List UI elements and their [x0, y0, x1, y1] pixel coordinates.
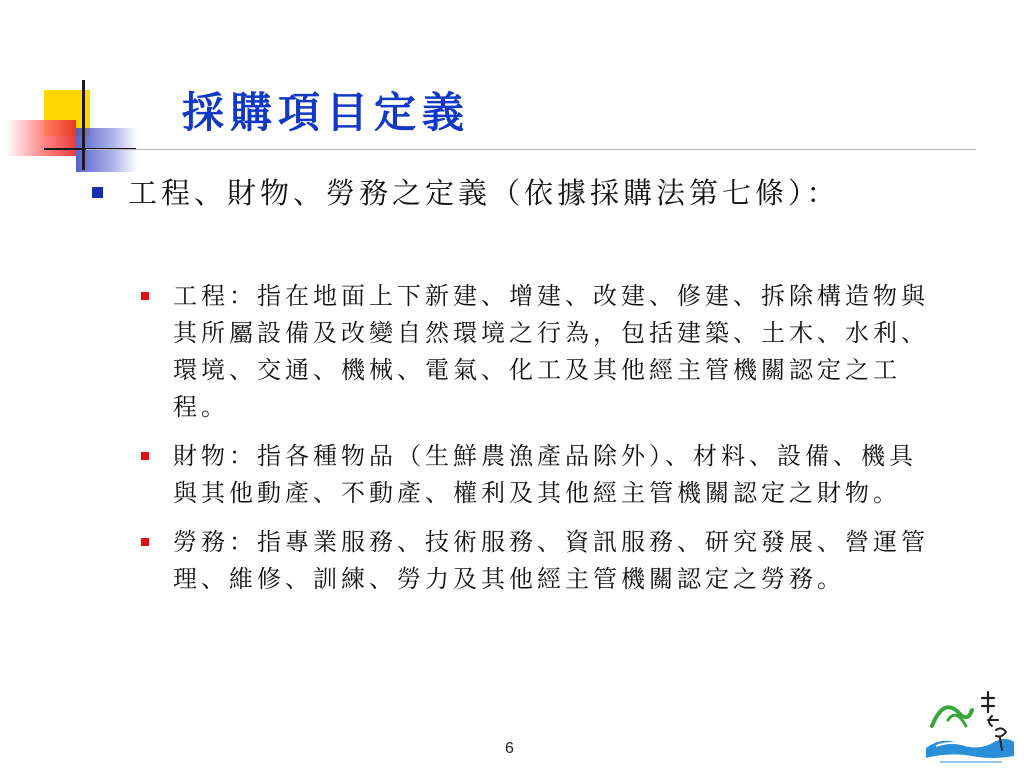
title-decoration-vertical-line	[82, 80, 85, 170]
university-logo-icon	[922, 686, 1020, 764]
sub-bullet-list	[173, 278, 933, 610]
title-decoration-red-bar	[6, 120, 76, 156]
main-bullet-text: 工程、財物、勞務之定義（依據採購法第七條）：	[128, 176, 840, 210]
main-bullet-point	[128, 170, 898, 216]
sub-bullet-text: 工程：指在地面上下新建、增建、改建、修建、拆除構造物與其所屬設備及改變自然環境之行為，包括建築、土木、水利、環境、交通、機械、電氣、化工及其他經主管機關認定之工程。	[173, 282, 929, 421]
sub-bullet-text: 財物：指各種物品（生鮮農漁產品除外）、材料、設備、機具與其他動產、不動產、權利及其他經主管機關認定之財物。	[173, 442, 917, 507]
bullet-square-icon	[92, 187, 103, 198]
sub-bullet-item	[173, 524, 933, 598]
sub-bullet-item	[173, 278, 933, 426]
slide-title: 採購項目定義	[182, 88, 471, 137]
title-underline	[86, 149, 976, 150]
sub-bullet-text: 勞務：指專業服務、技術服務、資訊服務、研究發展、營運管理、維修、訓練、勞力及其他經主管機關認定之勞務。	[173, 528, 929, 593]
page-number: 6	[505, 740, 514, 757]
bullet-square-icon	[141, 538, 149, 546]
title-decoration-blue-square	[76, 128, 138, 172]
bullet-square-icon	[141, 452, 149, 460]
sub-bullet-item	[173, 438, 933, 512]
bullet-square-icon	[141, 292, 149, 300]
